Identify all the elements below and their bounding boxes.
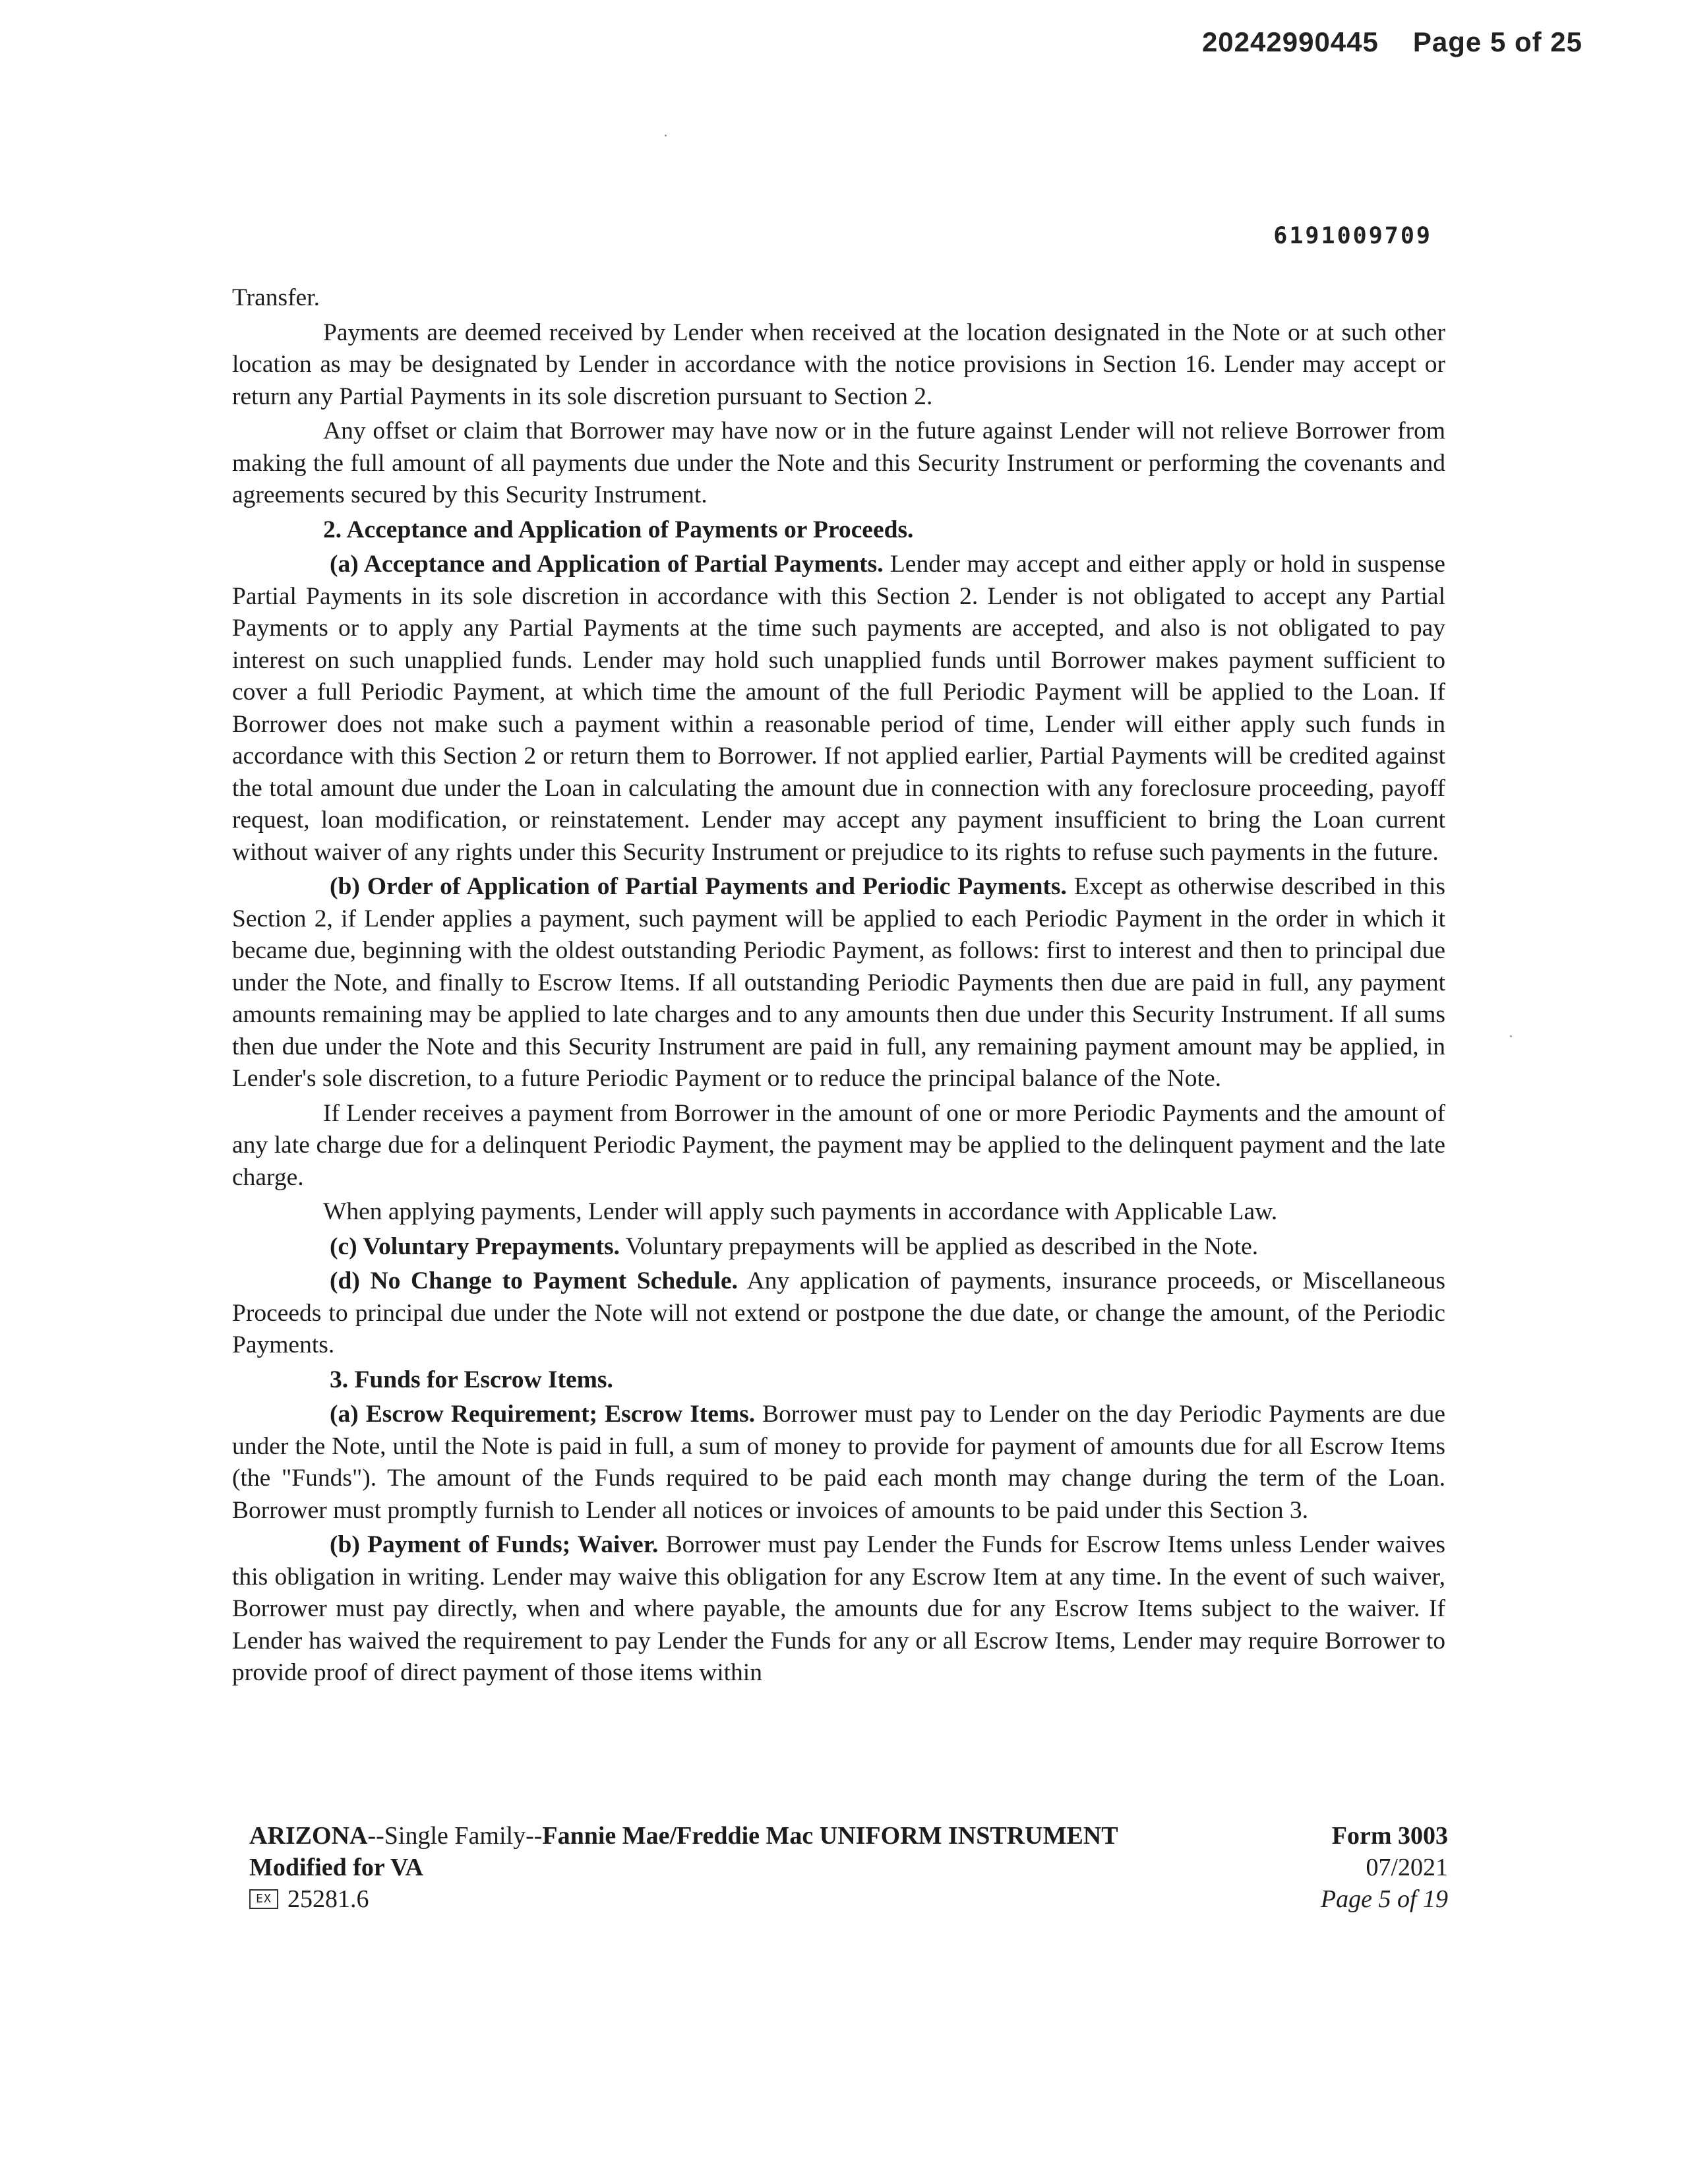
section-3-heading: 3. Funds for Escrow Items.: [330, 1366, 613, 1393]
section-2b: [232, 871, 1445, 1095]
ex-logo-icon: EX: [249, 1889, 278, 1909]
footer-form-date: 07/2021: [1366, 1854, 1448, 1881]
section-2a-text: Lender may accept and either apply or hold in suspense Partial Payments in its sole discretion in accordance with this Section 2. Lender is not obligated to accept any Partial Payments or to apply any Partial Payments at the time such payments are accepted, and also is not obligated to pay interest on such unapplied funds. Lender may hold such unapplied funds until Borrower makes payment sufficient to cover a full Periodic Payment, at which time the amount of the full Periodic Payment will be applied to the Loan. If Borrower does not make such a payment within a reasonable period of time, Lender will either apply such funds in accordance with this Section 2 or return them to Borrower. If not applied earlier, Partial Payments will be credited against the total amount due under the Loan in calculating the amount due in connection with any foreclosure proceeding, payoff request, loan modification, or reinstatement. Lender may accept any payment insufficient to bring the Loan current without waiver of any rights under this Security Instrument or prejudice to its rights to refuse such payments in the future.: [232, 551, 1445, 866]
footer-form-page: Page 5 of 19: [1320, 1885, 1448, 1913]
document-body: [232, 282, 1445, 1692]
section-3a: [232, 1399, 1445, 1527]
footer-instrument-title: Fannie Mae/Freddie Mac UNIFORM INSTRUMENT: [542, 1822, 1118, 1850]
footer-instrument-info: [249, 1820, 1118, 1915]
section-3a-text: Borrower must pay to Lender on the day Periodic Payments are due under the Note, until the Note is paid in full, a sum of money to provide for payment of amounts due for all Escrow Items (the "Funds"). The amount of the Funds required to be paid each month may change during the term of the Loan. Borrower must promptly furnish to Lender all notices or invoices of amounts to be paid under this Section 3.: [232, 1401, 1445, 1524]
footer-form-name: Form 3003: [1331, 1822, 1448, 1850]
scan-speck: [1510, 1035, 1512, 1037]
section-3b: [232, 1529, 1445, 1689]
section-2c-text: Voluntary prepayments will be applied as described in the Note.: [619, 1232, 1259, 1260]
section-3a-title: (a) Escrow Requirement; Escrow Items.: [330, 1401, 756, 1428]
footer-form-code-line: [249, 1883, 1118, 1915]
section-3b-text: Borrower must pay Lender the Funds for Escrow Items unless Lender waives this obligation in writing. Lender may waive this obligation for any Escrow Item at any time. In the event of such waiver, Borrower must pay directly, when and where payable, the amounts due for any Escrow Items subject to the waiver. If Lender has waived the requirement to pay Lender the Funds for any or all Escrow Items, Lender may require Borrower to provide proof of direct payment of those items within: [232, 1531, 1445, 1686]
recording-stamp: [1202, 26, 1582, 58]
section-2b-title: (b) Order of Application of Partial Payments and Periodic Payments.: [330, 873, 1067, 900]
footer-modified: Modified for VA: [249, 1854, 423, 1881]
footer-separator: --Single Family--: [367, 1822, 543, 1850]
paragraph-transfer: Transfer.: [232, 284, 320, 311]
section-3b-title: (b) Payment of Funds; Waiver.: [330, 1531, 659, 1558]
section-2d: [232, 1265, 1445, 1362]
footer-form-info: [1321, 1820, 1448, 1915]
paragraph-payments-received: Payments are deemed received by Lender when received at the location designated in the Note or at such other location as may be designated by Lender in accordance with the notice provisions in Section 16. Lender may accept or return any Partial Payments in its sole discretion pursuant to Section 2.: [232, 318, 1445, 410]
paragraph-offset-claim: Any offset or claim that Borrower may have now or in the future against Lender will not relieve Borrower from making the full amount of all payments due under the Note and this Security Instrument or performing the covenants and agreements secured by this Security Instrument.: [232, 417, 1445, 508]
document-number: 20242990445: [1201, 26, 1379, 57]
footer-form-code: 25281.6: [287, 1885, 369, 1913]
section-2a: [232, 549, 1445, 868]
section-2c-title: (c) Voluntary Prepayments.: [330, 1232, 620, 1260]
paragraph-applicable-law: When applying payments, Lender will apply such payments in accordance with Applicable Law.: [323, 1198, 1278, 1225]
section-2d-title: (d) No Change to Payment Schedule.: [330, 1267, 738, 1294]
footer-title-line: [249, 1820, 1118, 1852]
footer-state: ARIZONA: [249, 1822, 368, 1850]
section-2a-title: (a) Acceptance and Application of Partial Payments.: [330, 551, 884, 578]
section-2-heading: 2. Acceptance and Application of Payments or Proceeds.: [323, 516, 914, 543]
section-2b-text: Except as otherwise described in this Section 2, if Lender applies a payment, such payment will be applied to each Periodic Payment in the order in which it became due, beginning with the oldest outstanding Periodic Payment, as follows: first to interest and then to principal due under the Note, and finally to Escrow Items. If all outstanding Periodic Payments then due are paid in full, any payment amounts remaining may be applied to late charges and to any amounts then due under this Security Instrument. If all sums then due under the Note and this Security Instrument are paid in full, any remaining payment amount may be applied, in Lender's sole discretion, to a future Periodic Payment or to reduce the principal balance of the Note.: [232, 873, 1445, 1092]
page-label: Page 5 of 25: [1412, 26, 1582, 57]
loan-number: 6191009709: [1273, 223, 1432, 249]
section-2d-text: Any application of payments, insurance proceeds, or Miscellaneous Proceeds to principal due under the Note will not extend or postpone the due date, or change the amount, of the Periodic Payments.: [232, 1267, 1445, 1358]
scan-speck: [665, 135, 667, 136]
paragraph-late-charge: If Lender receives a payment from Borrower in the amount of one or more Periodic Payments and the amount of any late charge due for a delinquent Periodic Payment, the payment may be applied to the delinquent payment and the late charge.: [232, 1099, 1445, 1191]
section-2c: [232, 1231, 1445, 1263]
